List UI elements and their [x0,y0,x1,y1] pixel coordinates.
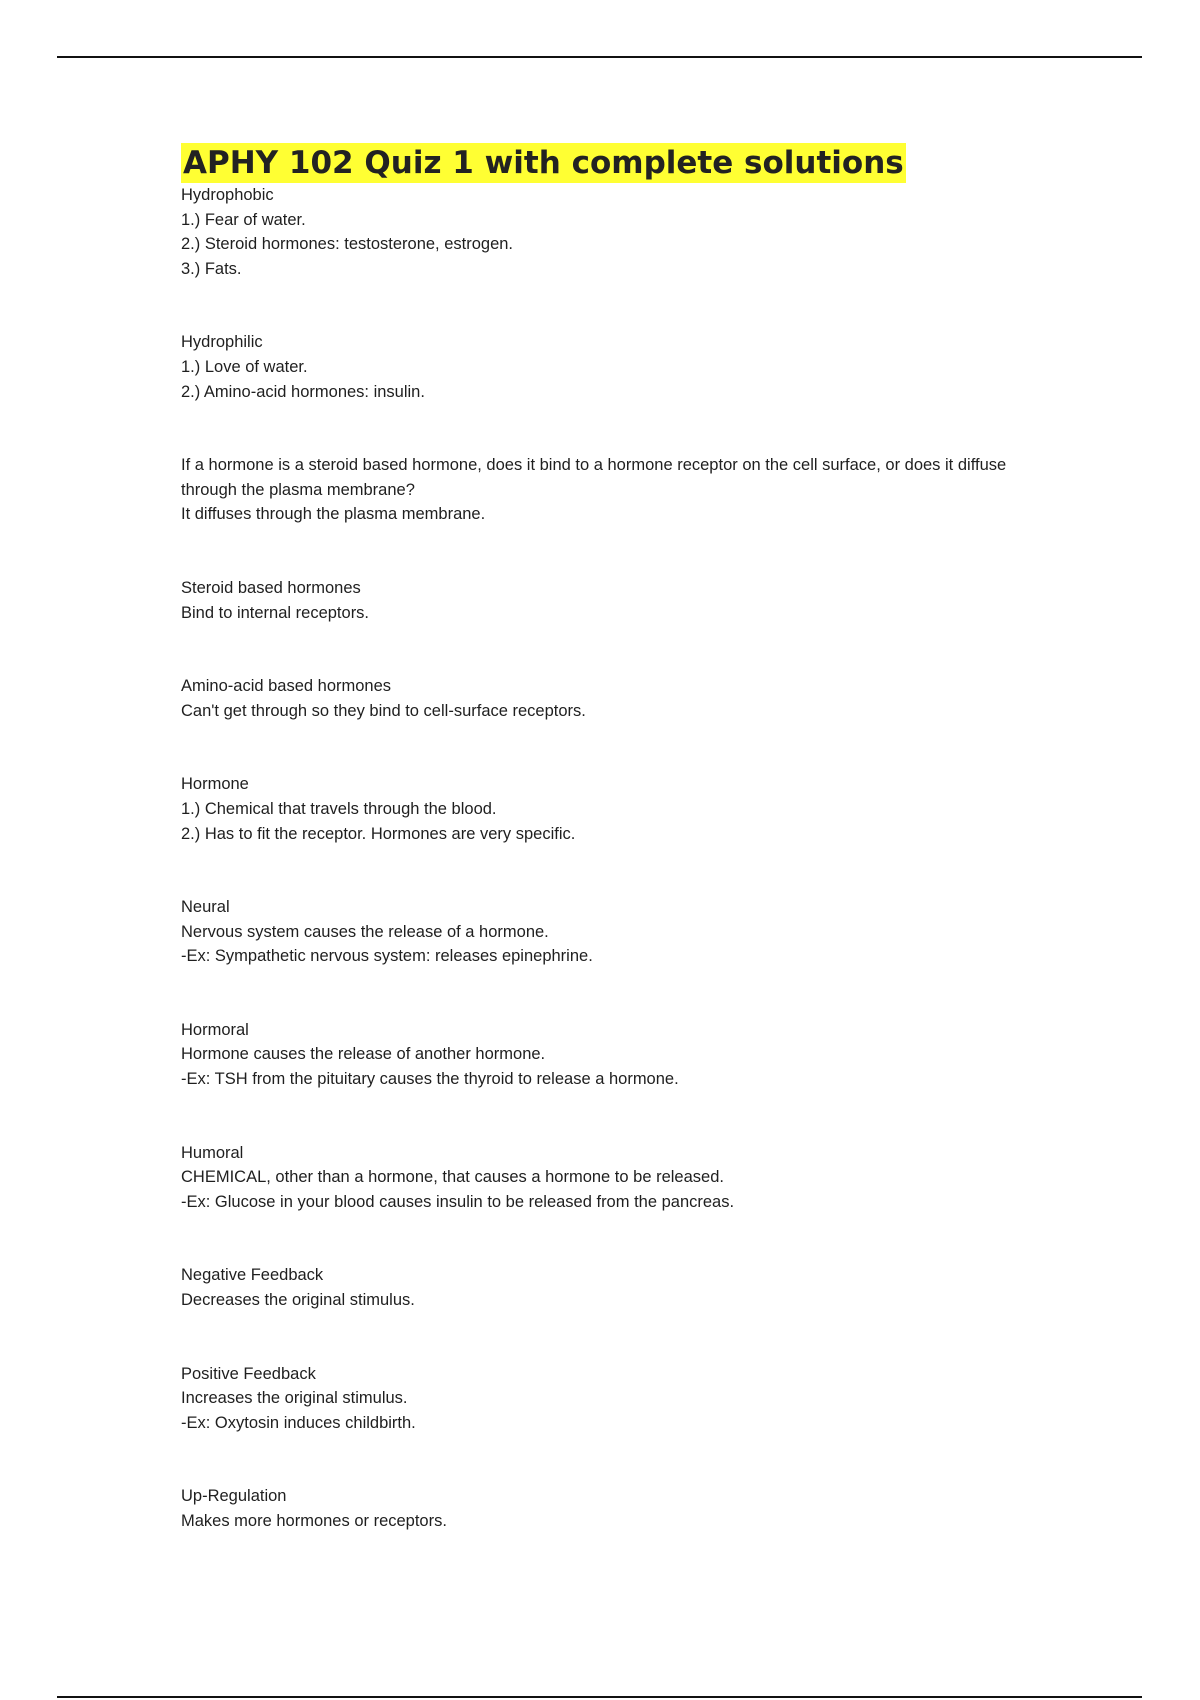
flashcard-entry [181,1018,1011,1092]
flashcard-entry [181,453,1011,527]
entry-term: Hormoral [181,1020,249,1039]
entry-definition-line: 1.) Fear of water. [181,210,306,229]
entry-definition-line: Makes more hormones or receptors. [181,1512,447,1530]
entry-list [181,183,1011,1534]
entry-term: Positive Feedback [181,1364,316,1383]
flashcard-entry [181,674,1011,723]
entry-term: Amino-acid based hormones [181,677,392,696]
entry-definition-line: Can't get through so they bind to cell-surface receptors. [181,701,586,720]
entry-term: If a hormone is a steroid based hormone, does it bind to a hormone receptor on the cell surface, or does it diffuse through the plasma membrane? [181,456,1011,499]
flashcard-entry [181,1484,1011,1533]
entry-definition-line: 3.) Fats. [181,259,242,278]
entry-term: Steroid based hormones [181,578,361,597]
flashcard-entry [181,1263,1011,1312]
entry-term: Negative Feedback [181,1266,324,1285]
flashcard-entry [181,772,1011,846]
entry-definition-line: Decreases the original stimulus. [181,1291,415,1310]
entry-definition-line: 2.) Has to fit the receptor. Hormones are very specific. [181,824,576,843]
flashcard-entry [181,1141,1011,1215]
entry-definition-line: -Ex: Oxytosin induces childbirth. [181,1413,416,1432]
page-top-rule [57,56,1142,58]
entry-definition-line: Hormone causes the release of another hormone. [181,1045,546,1064]
flashcard-entry [181,1362,1011,1436]
entry-definition-line: Bind to internal receptors. [181,603,370,622]
entry-term: Up-Regulation [181,1487,287,1506]
entry-definition-line: It diffuses through the plasma membrane. [181,505,486,524]
entry-term: Humoral [181,1143,244,1162]
entry-definition-line: CHEMICAL, other than a hormone, that causes a hormone to be released. [181,1168,724,1187]
entry-definition-line: -Ex: Sympathetic nervous system: releases epinephrine. [181,947,593,966]
entry-term: Hormone [181,775,249,794]
entry-definition-line: Nervous system causes the release of a hormone. [181,922,549,941]
entry-term: Hydrophobic [181,186,274,204]
entry-definition-line: 1.) Love of water. [181,357,308,376]
flashcard-entry [181,576,1011,625]
flashcard-entry [181,183,1011,281]
page-bottom-rule [57,1696,1142,1698]
entry-definition-line: 2.) Steroid hormones: testosterone, estrogen. [181,235,514,254]
flashcard-entry [181,895,1011,969]
entry-definition-line: -Ex: Glucose in your blood causes insulin to be released from the pancreas. [181,1192,735,1211]
entry-definition-line: 2.) Amino-acid hormones: insulin. [181,382,425,401]
entry-definition-line: 1.) Chemical that travels through the blood. [181,799,497,818]
document-body [181,143,1011,1583]
flashcard-entry [181,330,1011,404]
entry-definition-line: -Ex: TSH from the pituitary causes the thyroid to release a hormone. [181,1070,679,1089]
document-title: APHY 102 Quiz 1 with complete solutions [183,145,904,181]
entry-definition-line: Increases the original stimulus. [181,1389,408,1408]
entry-term: Neural [181,898,230,917]
entry-term: Hydrophilic [181,333,263,352]
